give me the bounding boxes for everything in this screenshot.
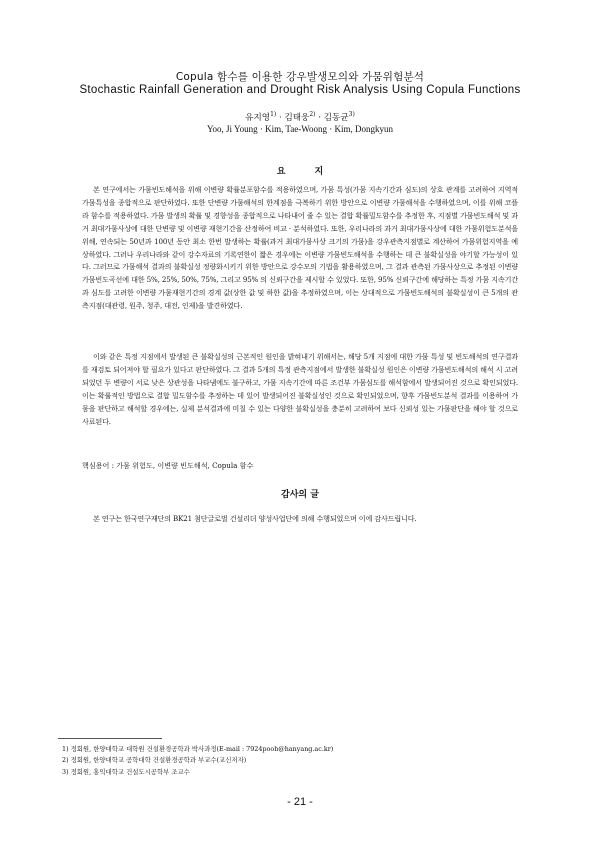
author-separator: · xyxy=(276,113,285,123)
authors-english: Yoo, Ji Young · Kim, Tae-Woong · Kim, Dongkyun xyxy=(206,124,394,134)
footnote-divider xyxy=(58,738,162,739)
footnote: 1) 정회원, 한양대학교 대학원 건설환경공학과 박사과정(E-mail : 7924pooh@hanyang.ac.kr) xyxy=(62,745,334,753)
author-separator: · xyxy=(315,113,324,123)
page-number: - 21 - xyxy=(287,796,313,808)
author-footnote-mark: 2) xyxy=(309,111,316,119)
footnotes xyxy=(62,744,542,778)
footnote: 2) 정회원, 한양대학교 공학대학 건설환경공학과 부교수(교신저자) xyxy=(62,756,247,765)
author-name: 김태웅 xyxy=(284,113,310,123)
footnote: 3) 정회원, 홍익대학교 건설도시공학부 조교수 xyxy=(62,767,190,776)
title-korean: Copula 함수를 이용한 강우발생모의와 가뭄위험분석 xyxy=(175,71,425,83)
abstract-paragraph: 본 연구에서는 가뭄빈도해석을 위해 이변량 확률분포함수를 적용하였으며, 가뭄 특성(가뭄 지속기간과 심도)의 상호 관계를 고려하여 지역적 가뭄특성을 종합적으로 판단하였다. 또한 단변량 가뭄해석의 한계점을 극복하기 위한 방안으로 이변량 가뭄해석을 수행하였으며, 이를 위해 코플라 함수를 적용하였다. 가뭄 발생의 확률 및 경향성을 종합적으로 나타내어 줄 수 있는 결합 확률밀도함수를 추정한 후, 지점별 가뭄빈도해석 및 과거 최대가뭄사상에 대한 단변량 및 이변량 재현기간을 산정하여 비교 · 분석하였다. 또한, 우리나라의 과거 최대가뭄사상에 대한 가뭄위험도분석을 위해, 연속되는 50년과 100년 동안 최소 한번 발생하는 확률(과거 최대가뭄사상 크기의 가뭄)을 강우관측지점별로 계산하여 가뭄위험지역을 예상하였다. 그러나 우리나라와 같이 강수자료의 기록연한이 짧은 경우에는 이변량 가뭄빈도해석을 수행하는 데 큰 불확실성을 야기할 가능성이 있다. 그러므로 가뭄해석 결과의 불확실성 정량화시키기 위한 방안으로 강수모의 기법을 활용하였으며, 그 결과 관측된 가뭄사상으로 추정된 이변량 가뭄빈도곡선에 대한 5%, 25%, 50%, 75%, 그리고 95% 의 신뢰구간을 제시할 수 있었다. 또한, 95% 신뢰구간에 해당하는 특정 가뭄 지속기간과 심도를 고려한 이변량 가뭄재현기간의 경계 값(상한 값 및 하한 값)을 추정하였으며, 이는 상대적으로 가뭄빈도해석의 불확실성이 큰 5개의 관측지점(대관령, 원주, 청주, 대전, 인제)을 발견하였다. xyxy=(82,185,518,311)
author-footnote-mark: 1) xyxy=(270,111,277,119)
acknowledgement-body: 본 연구는 한국연구재단의 BK21 첨단글로벌 건설리더 양성사업단에 의해 수행되었으며 이에 감사드립니다. xyxy=(93,514,417,523)
authors-korean xyxy=(0,111,600,123)
keywords: 핵심용어 : 가뭄 위험도, 이변량 빈도해석, Copula 함수 xyxy=(82,461,254,470)
acknowledgement-heading: 감사의 글 xyxy=(281,490,319,500)
author-name: 유지영 xyxy=(245,113,271,123)
title-english: Stochastic Rainfall Generation and Drought Risk Analysis Using Copula Functions xyxy=(79,84,521,96)
abstract-heading: 요 지 xyxy=(276,167,324,177)
abstract-paragraph: 이와 같은 특정 지점에서 발생된 큰 불확실성의 근본적인 원인을 밝혀내기 위해서는, 해당 5개 지점에 대한 가뭄 특성 및 빈도해석의 연구결과를 재검토 되어져야 할 필요가 있다고 판단하였다. 그 결과 5개의 특정 관측지점에서 발생한 불확실성 원인은 이변량 가뭄빈도해석의 해석 시 고려되었던 두 변량이 서로 낮은 상관성을 나타냄에도 불구하고, 가뭄 지속기간에 따른 조건부 가뭄심도를 해석함에서 발생되어진 것으로 확인되었다. 이는 확률적인 방법으로 결합 밀도함수를 추정하는 데 있어 발생되어진 불확실성인 것으로 확인되었으며, 향후 가뭄빈도분석 결과를 이용하여 가뭄을 판단하고 해석할 경우에는, 실제 분석결과에 미칠 수 있는 다양한 불확실성을 충분히 고려하여 보다 신뢰성 있는 가뭄판단을 해야 할 것으로 사료된다. xyxy=(82,352,518,426)
author-name: 김동균 xyxy=(323,113,349,123)
author-footnote-mark: 3) xyxy=(348,111,355,119)
